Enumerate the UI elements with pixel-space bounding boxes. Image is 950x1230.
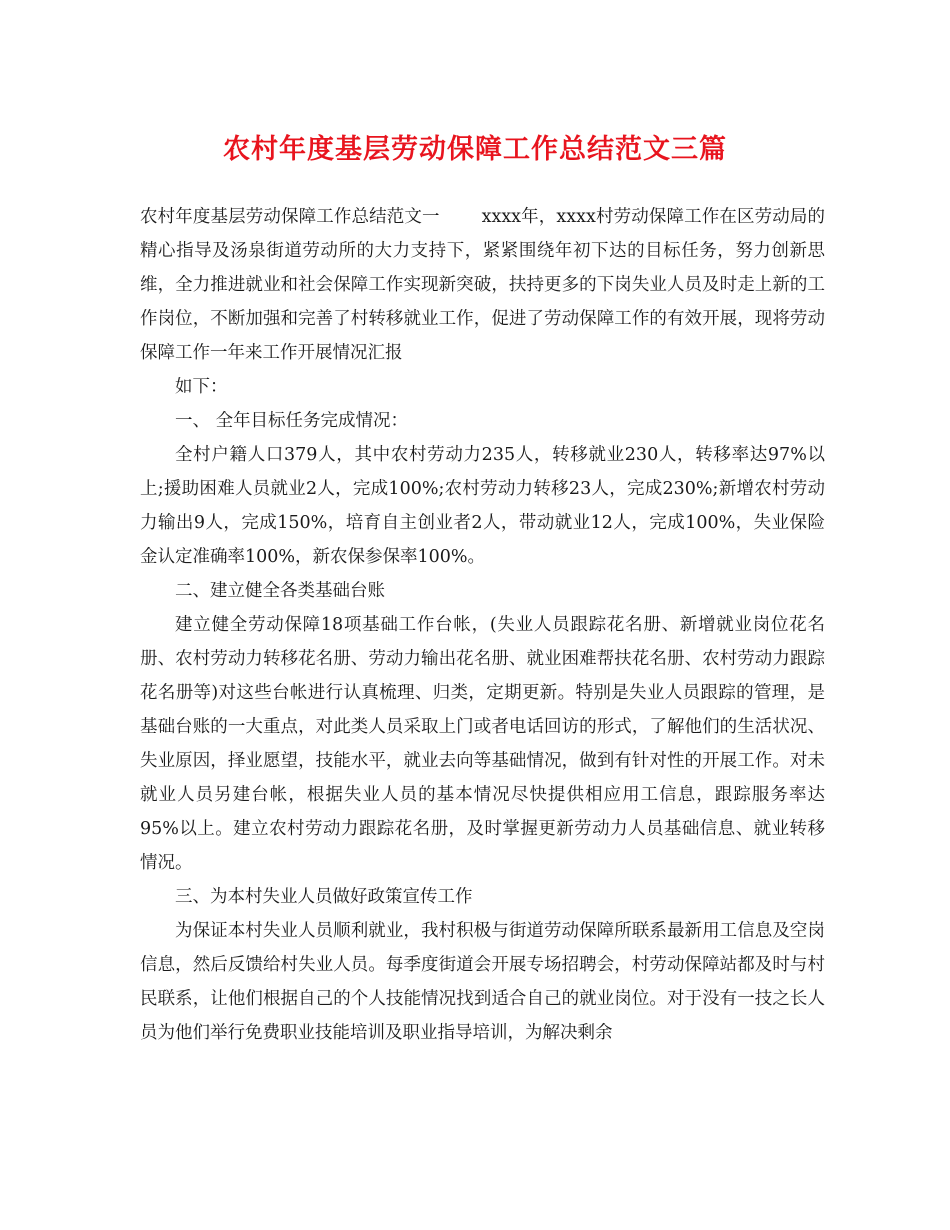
section-paragraph-2: 建立健全劳动保障18项基础工作台帐，(失业人员跟踪花名册、新增就业岗位花名册、农村劳动力转移花名册、劳动力输出花名册、就业困难帮扶花名册、农村劳动力跟踪花名册等)对这些台帐进行认真梳理、归类，定期更新。特别是失业人员跟踪的管理，是基础台账的一大重点，对此类人员采取上门或者电话回访的形式，了解他们的生活状况、失业原因，择业愿望，技能水平，就业去向等基础情况，做到有针对性的开展工作。对未就业人员另建台帐，根据失业人员的基本情况尽快提供相应用工信息，跟踪服务率达95%以上。建立农村劳动力跟踪花名册，及时掌握更新劳动力人员基础信息、就业转移情况。 bbox=[140, 615, 825, 873]
intro-label: 农村年度基层劳动保障工作总结范文一 bbox=[140, 207, 440, 227]
intro-text: xxxx年，xxxx村劳动保障工作在区劳动局的精心指导及汤泉街道劳动所的大力支持下，紧紧围绕年初下达的目标任务，努力创新思维，全力推进就业和社会保障工作实现新突破，扶持更多的下岗失业人员及时走上新的工作岗位，不断加强和完善了村转移就业工作，促进了劳动保障工作的有效开展，现将劳动保障工作一年来工作开展情况汇报 bbox=[140, 207, 825, 363]
section-paragraph-1: 全村户籍人口379人，其中农村劳动力235人，转移就业230人，转移率达97%以上;援助困难人员就业2人，完成100%;农村劳动力转移23人，完成230%;新增农村劳动力输出9人，完成150%，培育自主创业者2人，带动就业12人，完成100%，失业保险金认定准确率100%，新农保参保率100%。 bbox=[140, 445, 825, 567]
page-title: 农村年度基层劳动保障工作总结范文三篇 bbox=[223, 134, 727, 165]
intro-paragraph bbox=[140, 200, 825, 370]
section-heading-3: 三、为本村失业人员做好政策宣传工作 bbox=[175, 887, 473, 907]
section-heading-1: 一、 全年目标任务完成情况： bbox=[175, 411, 409, 431]
section-heading-2: 二、建立健全各类基础台账 bbox=[175, 581, 385, 601]
section-paragraph-3: 为保证本村失业人员顺利就业，我村积极与街道劳动保障所联系最新用工信息及空岗信息，然后反馈给村失业人员。每季度街道会开展专场招聘会，村劳动保障站都及时与村民联系，让他们根据自己的个人技能情况找到适合自己的就业岗位。对于没有一技之长人员为他们举行免费职业技能培训及职业指导培训，为解决剩余 bbox=[140, 921, 825, 1043]
document-body bbox=[140, 200, 825, 1050]
intro-continuation: 如下： bbox=[175, 377, 228, 397]
